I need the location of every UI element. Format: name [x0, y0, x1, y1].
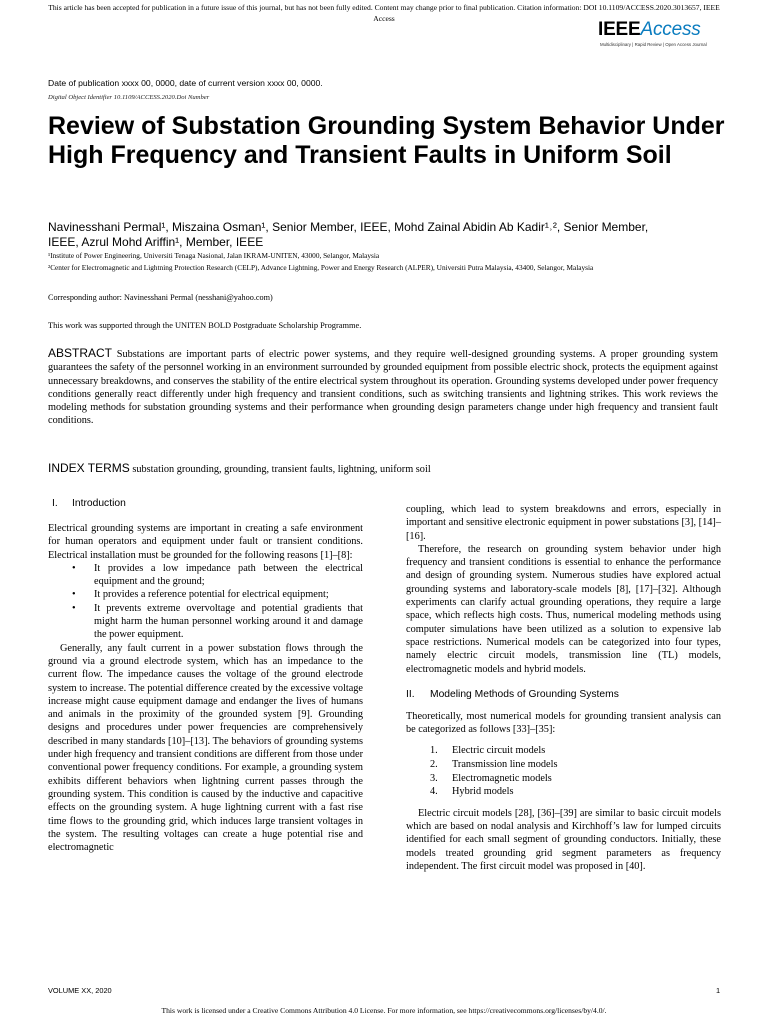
index-terms-text: substation grounding, grounding, transient faults, lightning, uniform soil	[132, 464, 431, 475]
intro-paragraph-2: Generally, any fault current in a power substation flows through the ground via a ground electrode system, which has an impedance to the current flow. The impedance causes the voltage of the ground electrode system to increase. The potential difference created by the excessive voltage increase might cause equipment damage and endanger the lives of humans and animals in the proximity of the grounded system [9]. Grounding designs and procedures under power frequencies are comprehensively described in many standards [10]–[13]. The behaviors of grounding systems under high frequency and transient conditions are different from those under conventional power frequency conditions. For example, a grounding system exhibits different behaviors when lightning current passes through the grounding system. This condition is caused by the inductive and capacitive effects on the grounding system. A huge lightning current with a fast rise time flows to the grounding grid, which induces large transient voltages in the system. The resulting voltages can create a huge potential rise and electromagnetic	[48, 642, 363, 854]
list-text: Hybrid models	[452, 786, 514, 798]
bullet-text: It provides a reference potential for electrical equipment;	[94, 589, 329, 601]
list-text: Electric circuit models	[452, 745, 546, 757]
list-text: Transmission line models	[452, 759, 558, 771]
banner-line-1: This article has been accepted for publication in a future issue of this journal, but has not been fully edited. Content may change prior to final publication. Citation information: DOI 10.1109/ACCESS.2020.3013657, IEEE	[48, 3, 720, 12]
section-2-heading	[406, 688, 721, 702]
volume-footer: VOLUME XX, 2020	[48, 986, 112, 995]
abstract-label: ABSTRACT	[48, 346, 113, 360]
authors-line-1: Navinesshani Permal¹, Miszaina Osman¹, Senior Member, IEEE, Mohd Zainal Abidin Ab Kadir¹˒², Senior Member,	[48, 220, 649, 234]
section-1-heading	[48, 497, 363, 511]
license-notice: This work is licensed under a Creative Commons Attribution 4.0 License. For more information, see https://creativecommons.org/licenses/by/4.0/.	[161, 1006, 607, 1015]
list-item	[406, 785, 721, 799]
list-number: 4.	[430, 786, 438, 798]
section-1-number: I.	[52, 498, 58, 509]
model-types-list	[406, 744, 721, 798]
affiliation-2: ²Center for Electromagnetic and Lightning Protection Research (CELP), Advance Lightning, Power and Energy Research (ALPER), Universiti Putra Malaysia, 43400, Selangor, Malaysia	[48, 263, 594, 272]
intro-paragraph-3: coupling, which lead to system breakdowns and errors, especially in important and sensitive electronic equipment in power substations [3], [14]–[16].	[406, 504, 721, 542]
index-terms	[48, 461, 718, 475]
list-number: 3.	[430, 772, 438, 784]
banner-line-2: Access	[373, 14, 395, 23]
left-column	[48, 497, 363, 854]
list-number: 1.	[430, 745, 438, 757]
paper-title: Review of Substation Grounding System Behavior Under High Frequency and Transient Faults in Uniform Soil	[48, 112, 725, 169]
abstract-text: Substations are important parts of electric power systems, and they require well-designed grounding systems. A proper grounding system guarantees the safety of the personnel working in an environment surrounded by grounded equipment from possible electric shock, protects the equipment against unnecessary breakdowns, and conserves the stability of the entire electrical system throughout its operation. Grounding systems developed under power frequency conditions generally react differently under high frequency and transient conditions, such as switching transients and lightning strikes. This work reviews the modeling methods for substation grounding systems and their performance when grounding design parameters change under high frequency and transient fault conditions.	[48, 349, 718, 427]
intro-bullet-list	[48, 562, 363, 642]
list-item	[48, 602, 363, 642]
index-terms-label: INDEX TERMS	[48, 461, 130, 475]
intro-paragraph-1: Electrical grounding systems are important in creating a safe environment for human operators and equipment under fault or transient conditions. Electrical installation must be grounded for the following reasons [1]–[8]:	[48, 523, 363, 561]
section-1-title: Introduction	[72, 498, 126, 509]
logo-access-text: Access	[640, 19, 701, 40]
funding-statement: This work was supported through the UNITEN BOLD Postgraduate Scholarship Programme.	[48, 321, 362, 330]
bullet-text: It prevents extreme overvoltage and potential gradients that might harm the human personnel working around it and damage the power equipment.	[94, 602, 363, 641]
bullet-icon: •	[72, 562, 76, 574]
modeling-paragraph-2: Electric circuit models [28], [36]–[39] are similar to basic circuit models which are based on nodal analysis and Kirchhoff’s law for lumped circuits identified for each small segment of grounding conductors. Initially, these models treated grounding grid segment parameters as frequency independent. The first circuit model was proposed in [40].	[406, 807, 721, 873]
ieee-access-logo	[598, 19, 748, 55]
abstract	[48, 347, 718, 428]
page-number: 1	[716, 986, 721, 995]
publication-dates: Date of publication xxxx 00, 0000, date of current version xxxx 00, 0000.	[48, 78, 323, 88]
bullet-icon: •	[72, 589, 76, 601]
intro-paragraph-4: Therefore, the research on grounding system behavior under high frequency and transient conditions is essential to enhance the performance and design of grounding system. Numerous studies have explored actual grounding systems and laboratory-scale models [8], [17]–[32]. Although experiments can clarify actual grounding operations, they require a large space, which reflects high costs. Thus, numerical modeling methods using computer simulations have been utilized as a solution to expensive lab space restrictions. Numerical models can be categorized into four types, namely electric circuit models, transmission line (TL) models, electromagnetic models and hybrid models.	[406, 543, 721, 675]
list-text: Electromagnetic models	[452, 772, 552, 784]
list-item	[48, 588, 363, 601]
affiliation-1: ¹Institute of Power Engineering, Universiti Tenaga Nasional, Jalan IKRAM-UNITEN, 43000, Selangor, Malaysia	[48, 251, 380, 260]
list-item	[406, 758, 721, 772]
doi-line: Digital Object Identifier 10.1109/ACCESS.2020.Doi Number	[48, 94, 210, 101]
list-item	[48, 562, 363, 589]
corresponding-author: Corresponding author: Navinesshani Permal (nesshani@yahoo.com)	[48, 293, 273, 302]
section-2-number: II.	[406, 688, 415, 700]
list-item	[406, 772, 721, 786]
authors-line-2: IEEE, Azrul Mohd Ariffin¹, Member, IEEE	[48, 235, 264, 249]
right-column	[406, 503, 721, 873]
bullet-icon: •	[72, 602, 76, 614]
list-number: 2.	[430, 759, 438, 771]
author-list	[48, 220, 738, 250]
modeling-paragraph-1: Theoretically, most numerical models for grounding transient analysis can be categorized as follows [33]–[35]:	[406, 710, 721, 736]
logo-ieee-text: IEEE	[598, 19, 641, 40]
list-item	[406, 744, 721, 758]
bullet-text: It provides a low impedance path between the electrical equipment and the ground;	[94, 562, 363, 588]
logo-tagline: Multidisciplinary | Rapid Review | Open Access Journal	[600, 42, 707, 47]
section-2-title: Modeling Methods of Grounding Systems	[430, 688, 619, 700]
